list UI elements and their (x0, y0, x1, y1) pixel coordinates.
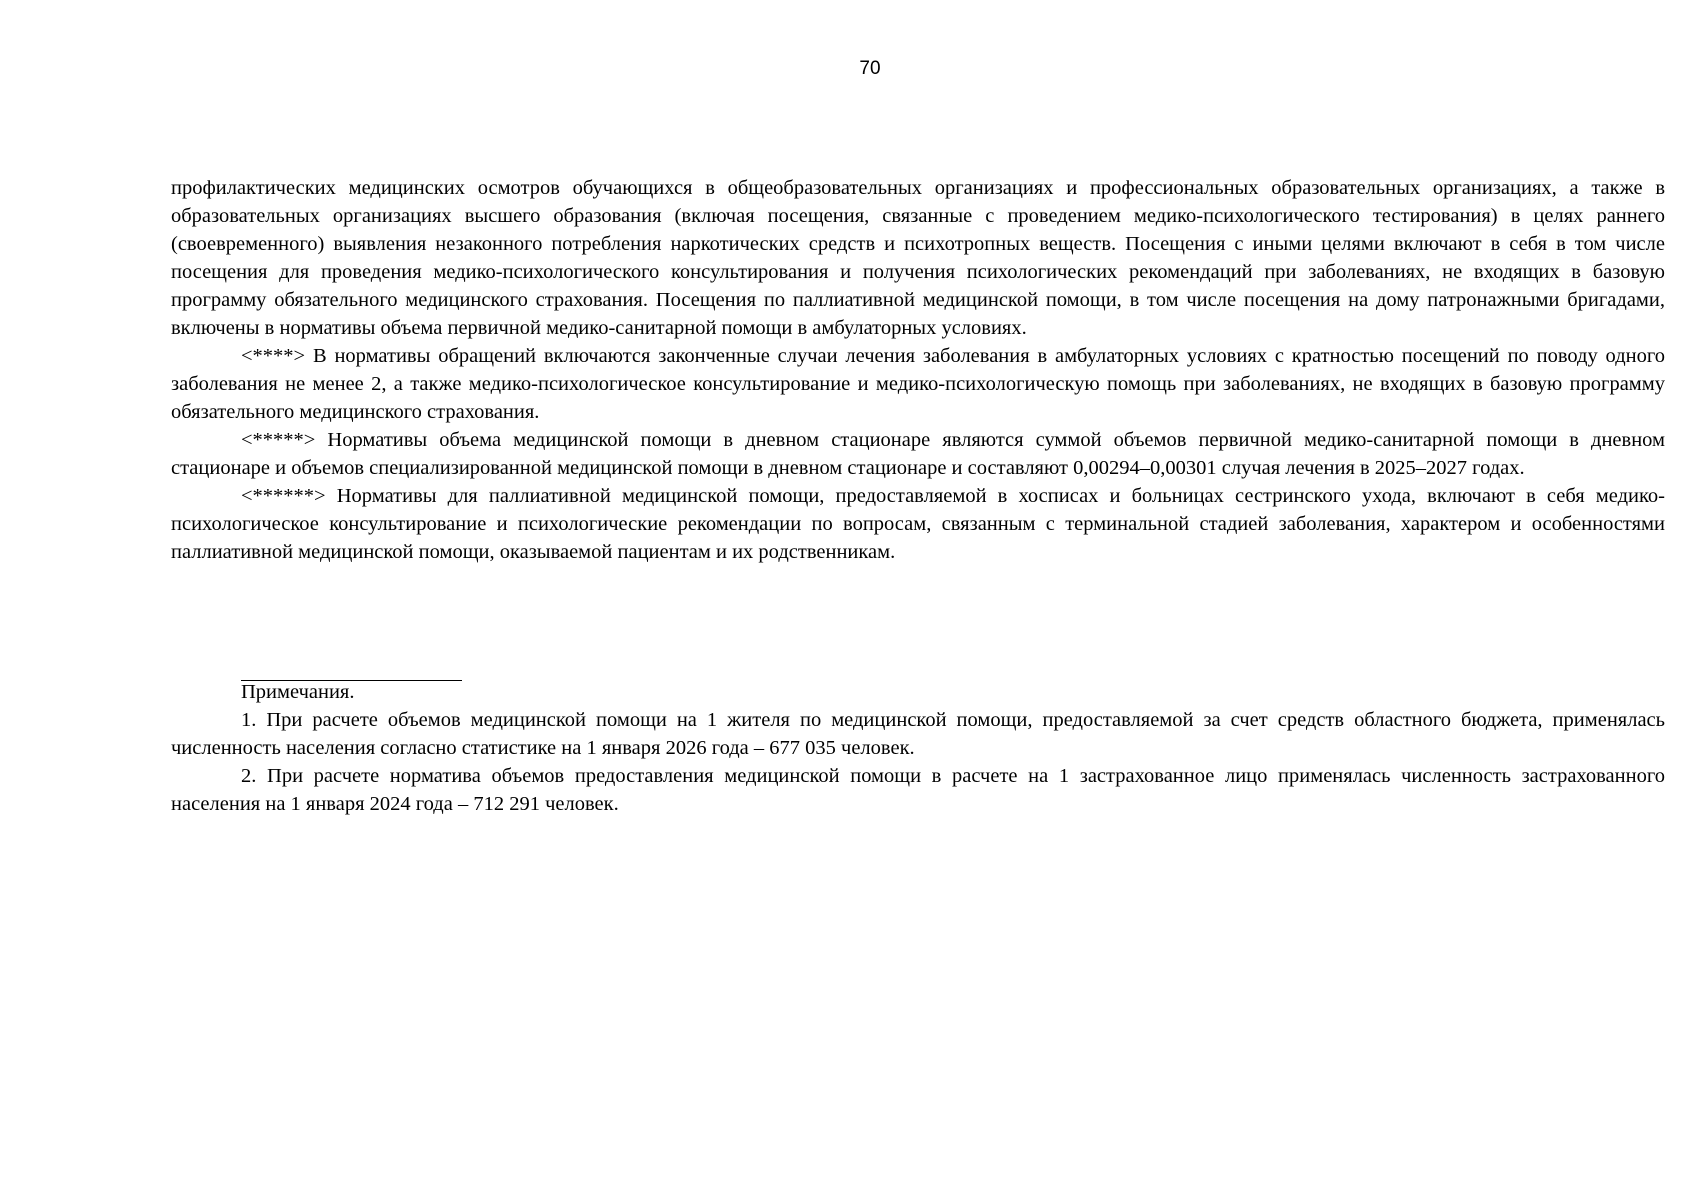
note-item-2: 2. При расчете норматива объемов предоставления медицинской помощи в расчете на 1 застрахованное лицо применялась численность застрахованного населения на 1 января 2024 года – 712 291 человек. (171, 765, 1665, 815)
paragraph-continuation: профилактических медицинских осмотров обучающихся в общеобразовательных организациях и профессиональных образовательных организациях, а также в образовательных организациях высшего образования (включая посещения, связанные с проведением медико-психологического тестирования) в целях раннего (своевременного) выявления незаконного потребления наркотических средств и психотропных веществ. Посещения с иными целями включают в себя в том числе посещения для проведения медико-психологического консультирования и получения психологических рекомендаций при заболеваниях, не входящих в базовую программу обязательного медицинского страхования. Посещения по паллиативной медицинской помощи, в том числе посещения на дому патронажными бригадами, включены в нормативы объема первичной медико-санитарной помощи в амбулаторных условиях. (171, 177, 1665, 339)
footnote-4-paragraph: <****> В нормативы обращений включаются законченные случаи лечения заболевания в амбулаторных условиях с кратностью посещений по поводу одного заболевания не менее 2, а также медико-психологическое консультирование и медико-психологическую помощь при заболеваниях, не входящих в базовую программу обязательного медицинского страхования. (171, 345, 1665, 423)
document-body (171, 174, 1665, 566)
footnote-5-paragraph: <*****> Нормативы объема медицинской помощи в дневном стационаре являются суммой объемов первичной медико-санитарной помощи в дневном стационаре и объемов специализированной медицинской помощи в дневном стационаре и составляют 0,00294–0,00301 случая лечения в 2025–2027 годах. (171, 429, 1665, 479)
notes-title: Примечания. (241, 681, 355, 703)
page-number: 70 (859, 58, 881, 79)
notes-section (171, 678, 1665, 818)
footnote-6-paragraph: <******> Нормативы для паллиативной медицинской помощи, предоставляемой в хосписах и больницах сестринского ухода, включают в себя медико-психологическое консультирование и психологические рекомендации по вопросам, связанным с терминальной стадией заболевания, характером и особенностями паллиативной медицинской помощи, оказываемой пациентам и их родственникам. (171, 485, 1665, 563)
note-item-1: 1. При расчете объемов медицинской помощи на 1 жителя по медицинской помощи, предоставляемой за счет средств областного бюджета, применялась численность населения согласно статистике на 1 января 2026 года – 677 035 человек. (171, 709, 1665, 759)
